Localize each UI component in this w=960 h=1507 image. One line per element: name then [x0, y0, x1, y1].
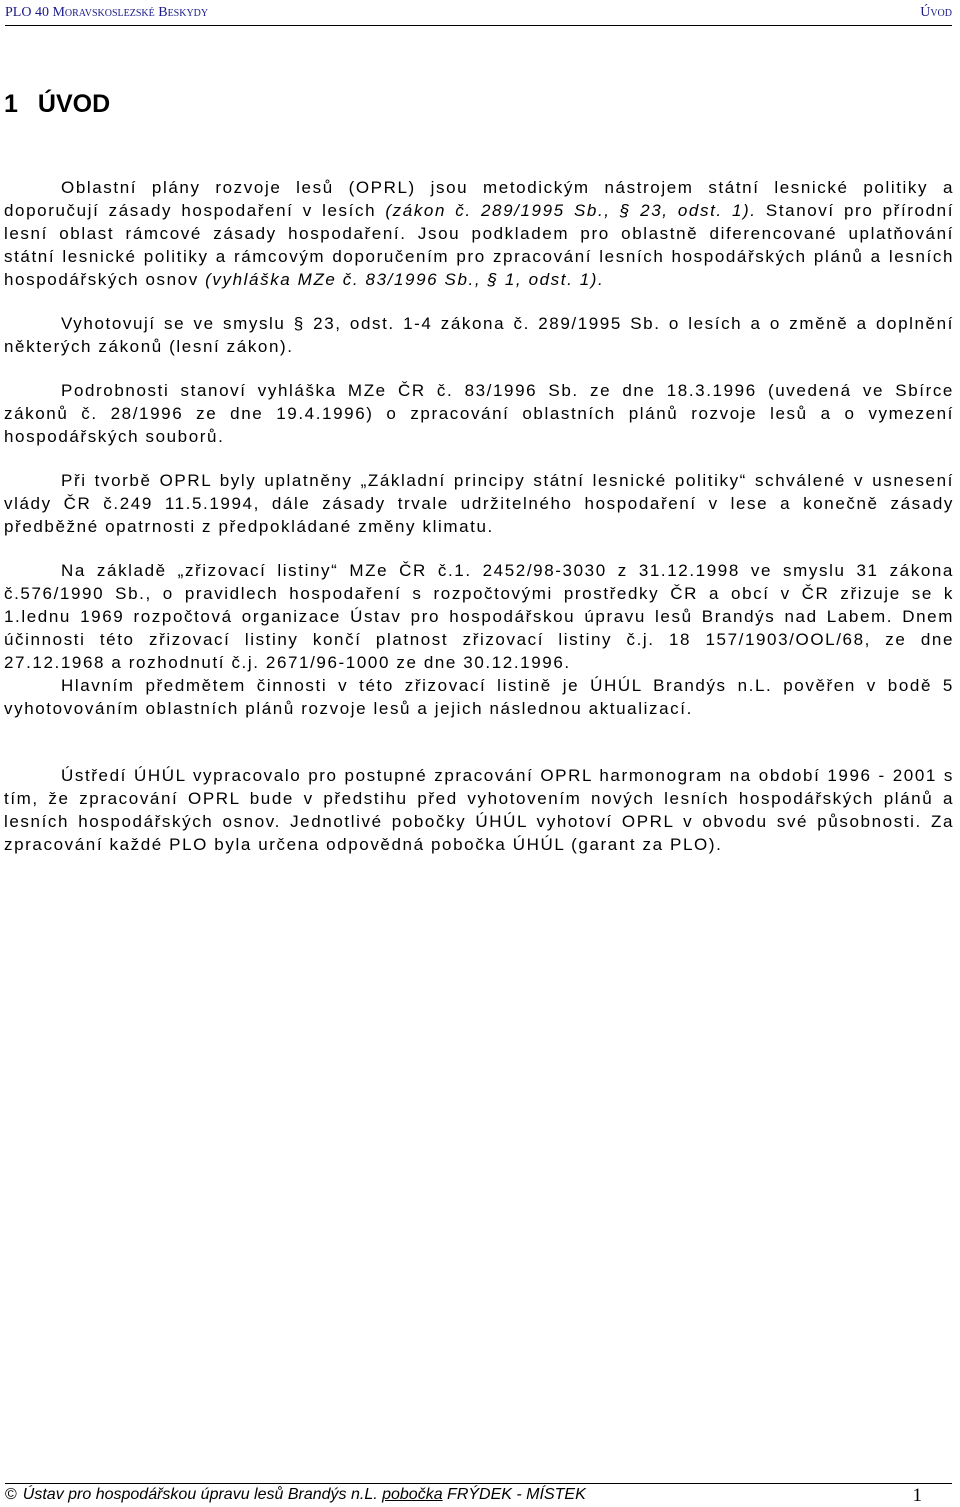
copyright-icon: © [5, 1486, 17, 1503]
decree-citation: (vyhláška MZe č. 83/1996 Sb., § 1, odst. 1). [205, 270, 605, 289]
page-number: 1 [912, 1485, 922, 1506]
paragraph-legal-basis: Vyhotovují se ve smyslu § 23, odst. 1-4 zákona č. 289/1995 Sb. o lesích a o změně a doplnění některých zákonů (lesní zákon). [4, 314, 954, 356]
paragraph-details: Podrobnosti stanoví vyhláška MZe ČR č. 83/1996 Sb. ze dne 18.3.1996 (uvedená ve Sbírce zákonů č. 28/1996 ze dne 19.4.1996) o zpracování oblastních plánů rozvoje lesů a o vymezení hospodářských souborů. [4, 381, 954, 446]
chapter-heading [4, 90, 110, 119]
paragraph-intro: Oblastní plány rozvoje lesů (OPRL) jsou metodickým nástrojem státní lesnické politiky a doporučují zásady hospodaření v lesích (zákon č. 289/1995 Sb., § 23, odst. 1). Stanoví pro přírodní lesní oblast rámcové zásady hospodaření. Jsou podkladem pro oblastně diferencované uplatňování státní lesnické politiky a rámcovým doporučením pro zpracování lesních hospodářských plánů a lesních hospodářských osnov (vyhláška MZe č. 83/1996 Sb., § 1, odst. 1). [4, 178, 955, 289]
law-citation: (zákon č. 289/1995 Sb., § 23, odst. 1). [385, 201, 757, 220]
paragraph-principles: Při tvorbě OPRL byly uplatněny „Základní principy státní lesnické politiky“ schválené v usnesení vlády ČR č.249 11.5.1994, dále zásady trvale udržitelného hospodaření v lese a konečně zásady předběžné opatrnosti z předpokládané změny klimatu. [4, 471, 954, 536]
chapter-number: 1 [4, 90, 18, 118]
paragraph-founding-charter: Na základě „zřizovací listiny“ MZe ČR č.1. 2452/98-3030 z 31.12.1998 ve smyslu 31 zákona č.576/1990 Sb., o pravidlech hospodaření s rozpočtovými prostředky ČR a obcí v ČR zřizuje se k 1.lednu 1969 rozpočtová organizace Ústav pro hospodářskou úpravu lesů Brandýs nad Labem. Dnem účinnosti této zřizovací listiny končí platnost zřizovací listiny č.j. 18 157/1903/OOL/68, ze dne 27.12.1968 a rozhodnutí č.j. 2671/96-1000 ze dne 30.12.1996. [4, 561, 954, 672]
footer-organization: © Ústav pro hospodářskou úpravu lesů Brandýs n.L. pobočka FRÝDEK - MÍSTEK [5, 1486, 586, 1503]
header-document-title: PLO 40 Moravskoslezské Beskydy [5, 5, 209, 20]
page-footer [5, 1483, 952, 1504]
paragraph-schedule: Ústředí ÚHÚL vypracovalo pro postupné zpracování OPRL harmonogram na období 1996 - 2001 s tím, že zpracování OPRL bude v předstihu před vyhotovením nových lesních hospodářských plánů a lesních hospodářských osnov. Jednotlivé pobočky ÚHÚL vyhotoví OPRL v obvodu své působnosti. Za zpracování každé PLO byla určena odpovědná pobočka ÚHÚL (garant za PLO). [4, 766, 954, 854]
paragraph-main-activity: Hlavním předmětem činnosti v této zřizovací listině je ÚHÚL Brandýs n.L. pověřen v bodě 5 vyhotovováním oblastních plánů rozvoje lesů a jejich následnou aktualizací. [4, 676, 954, 718]
header-section-title: Úvod [920, 5, 952, 20]
page-header [5, 3, 952, 26]
body-text [4, 176, 954, 877]
footer-branch-link: pobočka [382, 1486, 443, 1503]
chapter-title: ÚVOD [37, 90, 111, 118]
